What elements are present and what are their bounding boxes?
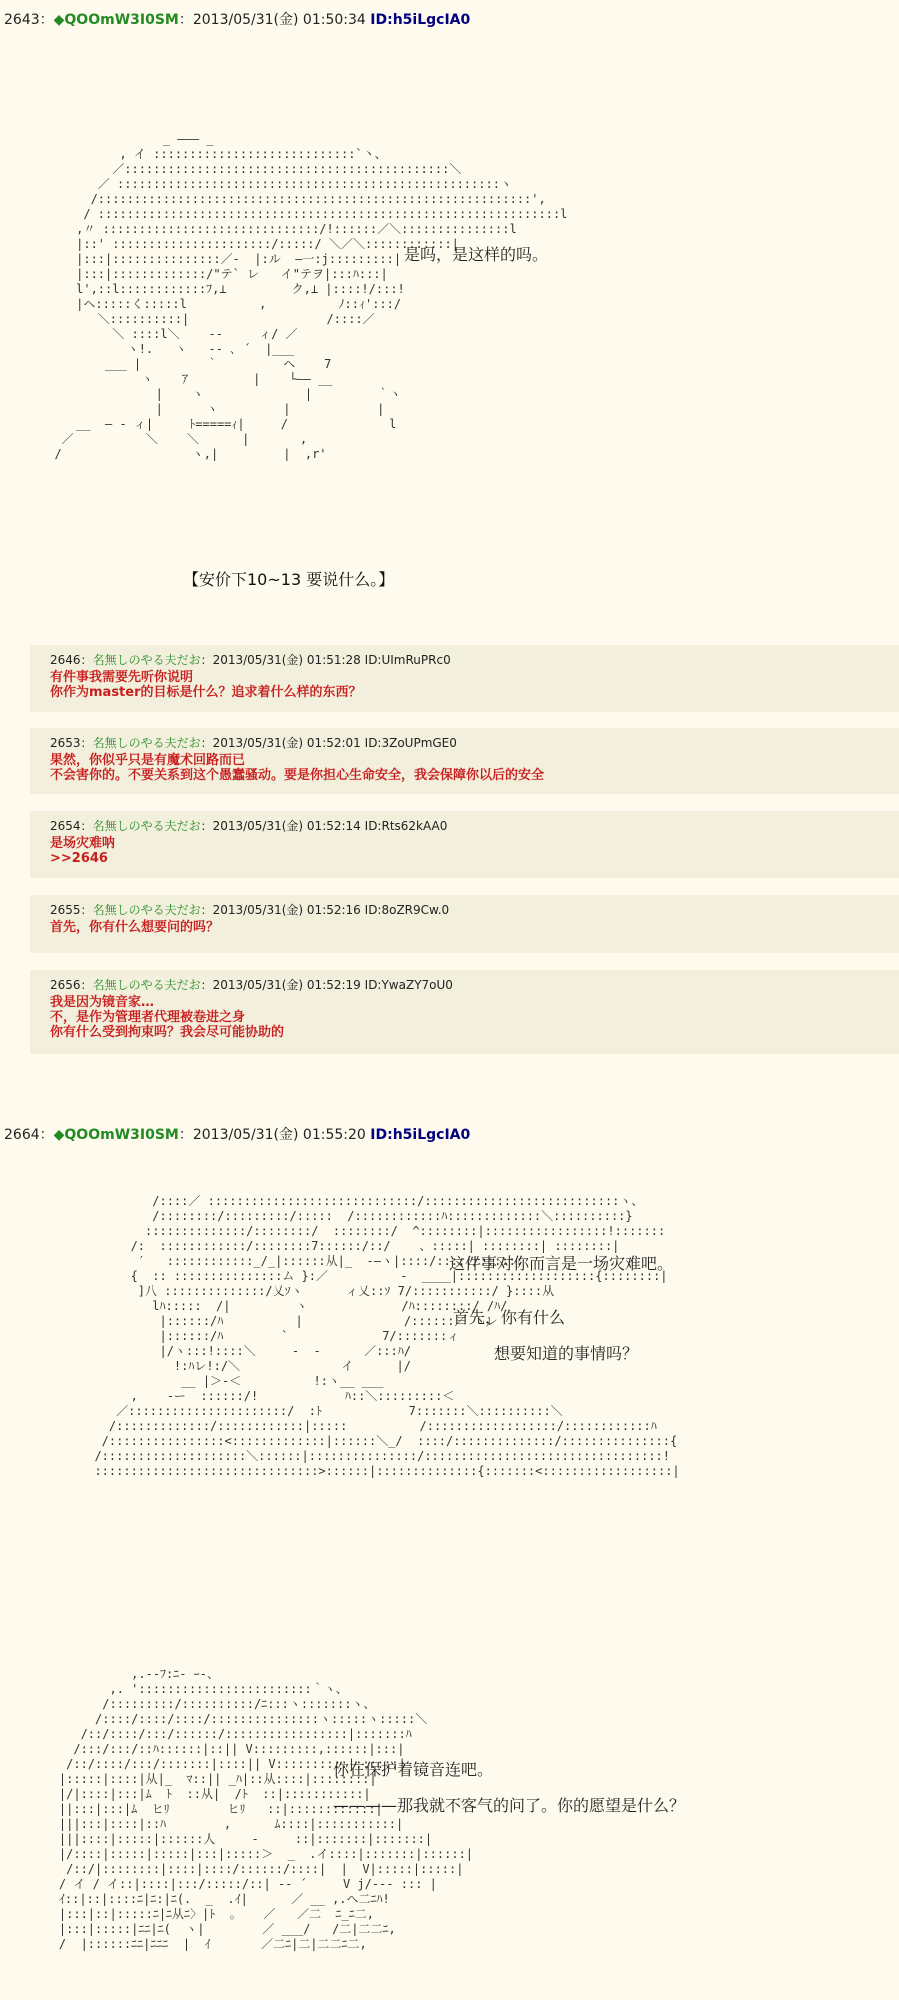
reply-name[interactable]: 名無しのやる夫だお bbox=[92, 903, 201, 917]
reply-body bbox=[50, 920, 899, 935]
speech-text: 想要知道的事情吗？ bbox=[494, 1344, 639, 1363]
reply-post bbox=[30, 811, 899, 878]
poster-id[interactable]: ID:h5iLgcIA0 bbox=[370, 1127, 471, 1143]
reply-post bbox=[30, 970, 899, 1054]
reply-number: 2653 bbox=[50, 736, 81, 750]
post-date: ：2013/05/31(金) 01:55:20 bbox=[178, 1127, 366, 1143]
reply-post bbox=[30, 728, 899, 794]
reply-post bbox=[30, 645, 899, 712]
reply-line: 是场灾难呐 bbox=[50, 836, 116, 851]
speech-text: 你在保护着镜音连吧。 bbox=[333, 1760, 494, 1779]
reply-body bbox=[50, 670, 899, 700]
reply-id[interactable]: ID:UImRuPRc0 bbox=[364, 653, 451, 667]
speech-text: 首先，你有什么 bbox=[453, 1308, 566, 1327]
post-date: ：2013/05/31(金) 01:50:34 bbox=[178, 12, 366, 28]
reply-header: 2654：名無しのやる夫だお：2013/05/31(金) 01:52:14 ID:Rts62kAA0 bbox=[50, 819, 448, 833]
reply-name[interactable]: 名無しのやる夫だお bbox=[92, 736, 201, 750]
ascii-art-figure: ,.-‐ﾌ:ﾆ‐ ｰ-、 ,. '::::::::::::::::::::::::｀ヽ、 /:::::::::/::::::::::/ﾆ:::ヽ:::::::ヽ、 /::::/::::/::::/:::::::::::::::ヽ:::::ヽ:::::＼ /::/::::/:::/::::::/:::::::::::::::::|:::::::ﾊ /:::/:::/::ﾊ::::::|::|| V:::::::::,::::::|:::| /::/::::/:::/:::::::|::::|| V::::::::::|::::::| |:::::|::::|从|_ ﾏ::|| _ﾊ|::从::::|::::::::| |/|::::|:::|ﾑ ﾄ ::从| /ﾄ ::|:::::::::::| ||:::|:::|ﾑ ヒﾘ ヒﾘ ::|::::::::::::| |||:::|::::|::ﾊ , ﾑ::::|:::::::::::| |||::::|:::::|::::::人 - ::|:::::::|:::::::| |/::::|:::::|:::::|:::|:::::＞ _ .イ::::|:::::::|::::::| /::/|::::::::|::::|::::/::::::/::::| | V|:::::|:::::| / イ / イ::|::::|:::/:::::/::| -‐ ´ V j/‐‐- ::: | ｲ::|::|::::ﾆ|ﾆ:|ﾆ(. _ .ｲ| ／ __ ,.へ二ﾆﾊ! |:::|::|:::::ﾆ|ﾆ从ﾆ〉|ﾄ 。 ／ ／二 ﾆ_ﾆ二, |:::|:::::|ﾆﾆ|ﾆ( ヽ| ／ ___/ /二|二二ﾆ, / |::::::ﾆﾆ|ﾆﾆﾆ | ｲ ／二ﾆ|二|二二ﾆ二, bbox=[58, 1667, 474, 1951]
reply-line: 不，是作为管理者代理被卷进之身 bbox=[50, 1010, 246, 1025]
reply-line: 有件事我需要先听你说明 bbox=[50, 670, 194, 685]
reply-date: ：2013/05/31(金) 01:52:19 bbox=[200, 978, 361, 992]
reply-number: 2655 bbox=[50, 903, 81, 917]
reply-id[interactable]: ID:8oZR9Cw.0 bbox=[364, 903, 450, 917]
speech-text: 是吗，是这样的吗。 bbox=[404, 245, 549, 264]
reply-header: 2653：名無しのやる夫だお：2013/05/31(金) 01:52:01 ID:3ZoUPmGE0 bbox=[50, 736, 457, 750]
reply-line: 我是因为镜音家… bbox=[50, 995, 155, 1010]
reply-header: 2646：名無しのやる夫だお：2013/05/31(金) 01:51:28 ID:UImRuPRc0 bbox=[50, 653, 451, 667]
post-number: 2664 bbox=[4, 1127, 40, 1143]
reply-line: 果然，你似乎只是有魔术回路而已 bbox=[50, 753, 246, 768]
reply-anchor-link[interactable]: >>2646 bbox=[50, 851, 108, 866]
reply-date: ：2013/05/31(金) 01:52:01 bbox=[200, 736, 361, 750]
reply-date: ：2013/05/31(金) 01:52:16 bbox=[200, 903, 361, 917]
reply-date: ：2013/05/31(金) 01:51:28 bbox=[200, 653, 361, 667]
speech-text: ————那我就不客气的问了。你的愿望是什么？ bbox=[333, 1796, 686, 1815]
reply-id[interactable]: ID:YwaZY7oU0 bbox=[364, 978, 453, 992]
reply-number: 2646 bbox=[50, 653, 81, 667]
reply-date: ：2013/05/31(金) 01:52:14 bbox=[200, 819, 361, 833]
post-header bbox=[4, 9, 470, 29]
post-header bbox=[4, 1124, 470, 1144]
reply-id[interactable]: ID:3ZoUPmGE0 bbox=[364, 736, 457, 750]
reply-line: 你有什么受到拘束吗？我会尽可能协助的 bbox=[50, 1025, 285, 1040]
post-separator: ： bbox=[39, 1127, 54, 1143]
ascii-art-figure: /::::／ :::::::::::::::::::::::::::::/:::::::::::::::::::::::::::ヽ、 /::::::::/:::::::::/::::: /::::::::::::ﾊ:::::::::::::＼::::::::::} ::::::::::::::/::::::::/ ::::::::/ ^::::::::|:::::::::::::::::!::::::: /: ::::::::::::/::::::::7::::::/::/ 、:::::| ::::::::| ::::::::| ′ ::::::::::::_/_|::::::从|_ ‐―ヽ|::::/:::::/:::::: { :: :::::::::::::::ム }:／ ‐ ____|:::::::::::::::::::{::::::::| ]八 ::::::::::::::/乂ｿヽ ィ乂::ｿ 7/:::::::::::/ }::::从 lﾊ::::: /| ヽ /ﾊ::::::::/ /ﾊ/ |::::::/ﾊ | /::::::／ 丶レ |::::::/ﾊ ` 7/:::::::ィ |/ヽ:::!::::＼ - - ／:::ﾊ/ !:ﾊレ!:/＼ イ |/ __ |＞‐＜ !:ヽ__ ___ , ‐ー ::::::/! ﾊ::＼:::::::::＜ ／::::::::::::::::::::::/ :ﾄ 7:::::::＼::::::::::＼ /:::::::::::::/::::::::::::|::::: /::::::::::::::::::/::::::::::::ﾊ /::::::::::::::::<:::::::::::::|::::::＼_/ ::::/::::::::::::::/:::::::::::::::{ /::::::::::::::::::::＼::::::|:::::::::::::::/:::::::::::::::::::::::::::::::::! :::::::::::::::::::::::::::::::>::::::|::::::::::::::{:::::::<::::::::::::::::::| bbox=[94, 1194, 680, 1478]
ascii-art-figure: _ ――― _ , イ ::::::::::::::::::::::::::::`丶、 ／:::::::::::::::::::::::::::::::::::::::::::::＼ ／ :::::::::::::::::::::::::::::::::::::::::::::::::::::ヽ /::::::::::::::::::::::::::::::::::::::::::::::::::::::::::::', / ::::::::::::::::::::::::::::::::::::::::::::::::::::::::::::::::l ,〃 ::::::::::::::::::::::::::::::/!::::::／＼:::::::::::::::l |::' ::::::::::::::::::::::/:::::/ ＼／＼::::::::::::| |:::|:::::::::::::::／‐ |:ル ―一:j:::::::::| |:::|:::::::::::::/"テ` レ イ"テヲ|:::ﾊ:::| l',::l::::::::::::ﾌ,⊥ ク,⊥ |::::!/:::! |ヘ:::::く:::::l , ﾉ::ｨ':::/ ＼::::::::::| /::::／ ＼ ::::l＼ ‐‐ ィ/ ／ ヽ!. ヽ -- ､ ´ |___ ___ | ｀ ヘ 7 ヽ ｱ | └―― __ | ヽ | ｀ヽ | ヽ | | __ ― - ィ| ﾄ=====ｨ| / l ／ ＼ ＼ | , / ヽ,| | ,r' bbox=[54, 132, 568, 461]
poster-id[interactable]: ID:h5iLgcIA0 bbox=[370, 12, 471, 28]
reply-line: 不会害你的。不要关系到这个愚蠢骚动。要是你担心生命安全，我会保障你以后的安全 bbox=[50, 768, 545, 783]
reply-name[interactable]: 名無しのやる夫だお bbox=[92, 819, 201, 833]
speech-text: 这件事对你而言是一场灾难吧。 bbox=[449, 1254, 674, 1273]
reply-id[interactable]: ID:Rts62kAA0 bbox=[364, 819, 448, 833]
reply-body bbox=[50, 995, 899, 1040]
reply-line: 首先，你有什么想要问的吗？ bbox=[50, 920, 220, 935]
anka-prompt: 【安价下10~13 要说什么。】 bbox=[183, 570, 395, 589]
reply-header: 2656：名無しのやる夫だお：2013/05/31(金) 01:52:19 ID:YwaZY7oU0 bbox=[50, 978, 453, 992]
poster-trip: ◆QOOmW3I0SM bbox=[53, 12, 179, 28]
reply-name[interactable]: 名無しのやる夫だお bbox=[92, 978, 201, 992]
reply-number: 2654 bbox=[50, 819, 81, 833]
reply-line: 你作为master的目标是什么？追求着什么样的东西？ bbox=[50, 685, 362, 700]
post-number: 2643 bbox=[4, 12, 40, 28]
poster-trip: ◆QOOmW3I0SM bbox=[53, 1127, 179, 1143]
reply-body bbox=[50, 753, 899, 783]
reply-body bbox=[50, 836, 899, 866]
reply-number: 2656 bbox=[50, 978, 81, 992]
reply-name[interactable]: 名無しのやる夫だお bbox=[92, 653, 201, 667]
post-separator: ： bbox=[39, 12, 54, 28]
reply-post bbox=[30, 895, 899, 953]
reply-header: 2655：名無しのやる夫だお：2013/05/31(金) 01:52:16 ID:8oZR9Cw.0 bbox=[50, 903, 450, 917]
